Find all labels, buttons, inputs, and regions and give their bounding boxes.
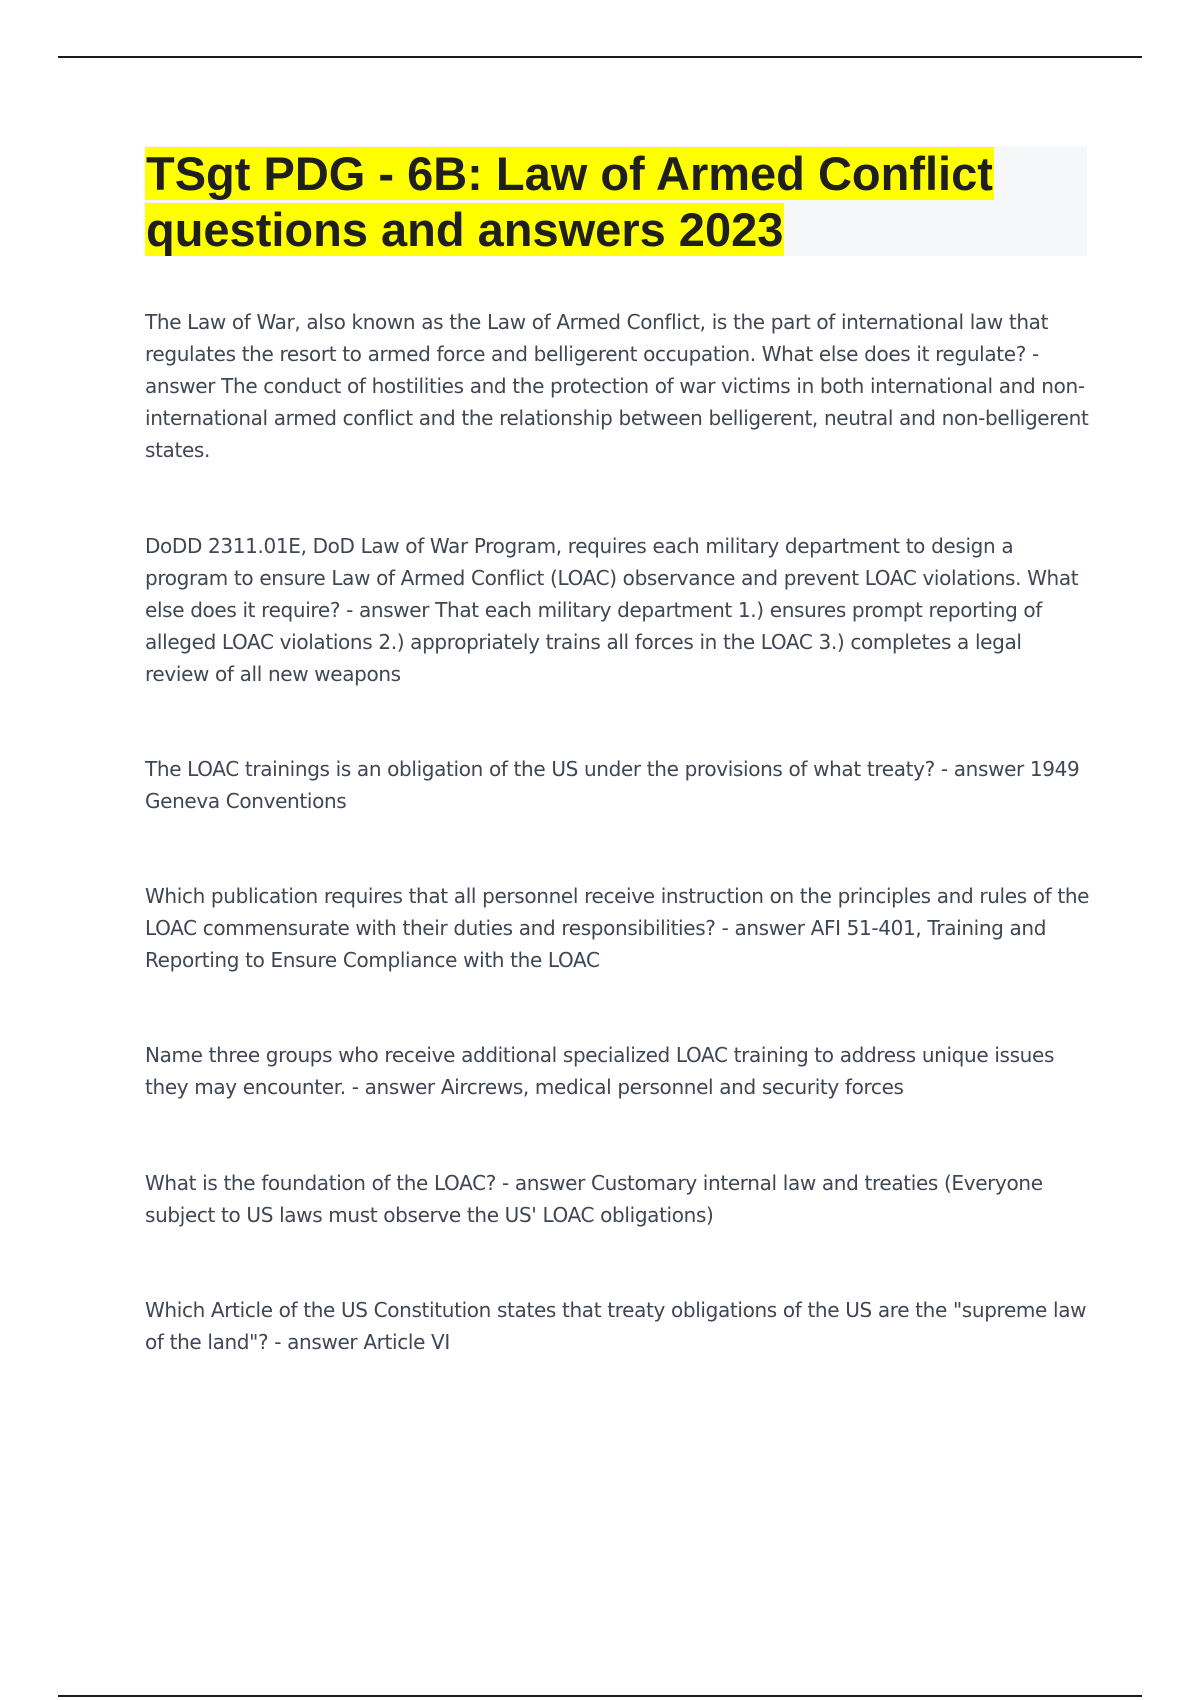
- question-text: The Law of War, also known as the Law of Armed Conflict, is the part of international law that regulates the resort to armed force and belligerent occupation. What else does it regulate? -: [145, 310, 1049, 366]
- answer-label: answer: [364, 1075, 435, 1099]
- answer-text: Article VI: [363, 1330, 450, 1354]
- qa-item: [145, 306, 1090, 466]
- top-divider: [58, 56, 1142, 58]
- qa-item: [145, 880, 1090, 976]
- qa-item: [145, 1294, 1090, 1358]
- bottom-divider: [58, 1695, 1142, 1697]
- answer-text: Customary internal law and treaties (Everyone subject to US laws must observe the US' LOAC obligations): [145, 1171, 1043, 1227]
- question-text: Which Article of the US Constitution states that treaty obligations of the US are the "supreme law of the land"? -: [145, 1298, 1087, 1354]
- qa-item: [145, 1167, 1090, 1231]
- answer-label: answer: [734, 916, 805, 940]
- question-text: Name three groups who receive additional specialized LOAC training to address unique issues they may encounter. -: [145, 1043, 1055, 1099]
- qa-item: [145, 753, 1090, 817]
- page-title: [145, 146, 1087, 258]
- answer-text: Aircrews, medical personnel and security forces: [440, 1075, 904, 1099]
- qa-item: [145, 530, 1090, 690]
- answer-text: That each military department 1.) ensures prompt reporting of alleged LOAC violations 2.) appropriately trains all forces in the LOAC 3.) completes a legal review of all new weapons: [145, 598, 1042, 686]
- answer-label: answer: [953, 757, 1024, 781]
- answer-text: 1949 Geneva Conventions: [145, 757, 1080, 813]
- qa-item: [145, 1039, 1090, 1103]
- question-text: Which publication requires that all personnel receive instruction on the principles and rules of the LOAC commensurate with their duties and responsibilities? -: [145, 884, 1090, 940]
- question-text: DoDD 2311.01E, DoD Law of War Program, requires each military department to design a program to ensure Law of Armed Conflict (LOAC) observance and prevent LOAC violations. What else does it require? -: [145, 534, 1079, 622]
- answer-label: answer: [358, 598, 430, 622]
- title-block: [145, 146, 1087, 256]
- question-text: The LOAC trainings is an obligation of the US under the provisions of what treaty? -: [145, 757, 948, 781]
- answer-label: answer: [514, 1171, 585, 1195]
- title-highlight: TSgt PDG - 6B: Law of Armed Conflict questions and answers 2023: [146, 147, 993, 256]
- question-text: What is the foundation of the LOAC? -: [145, 1171, 509, 1195]
- answer-label: answer: [287, 1330, 358, 1354]
- answer-text: AFI 51-401, Training and Reporting to Ensure Compliance with the LOAC: [145, 916, 1047, 972]
- answer-text: The conduct of hostilities and the protection of war victims in both international and non-international armed conflict and the relationship between belligerent, neutral and non-belligerent states.: [145, 374, 1089, 462]
- answer-label: answer: [145, 374, 216, 398]
